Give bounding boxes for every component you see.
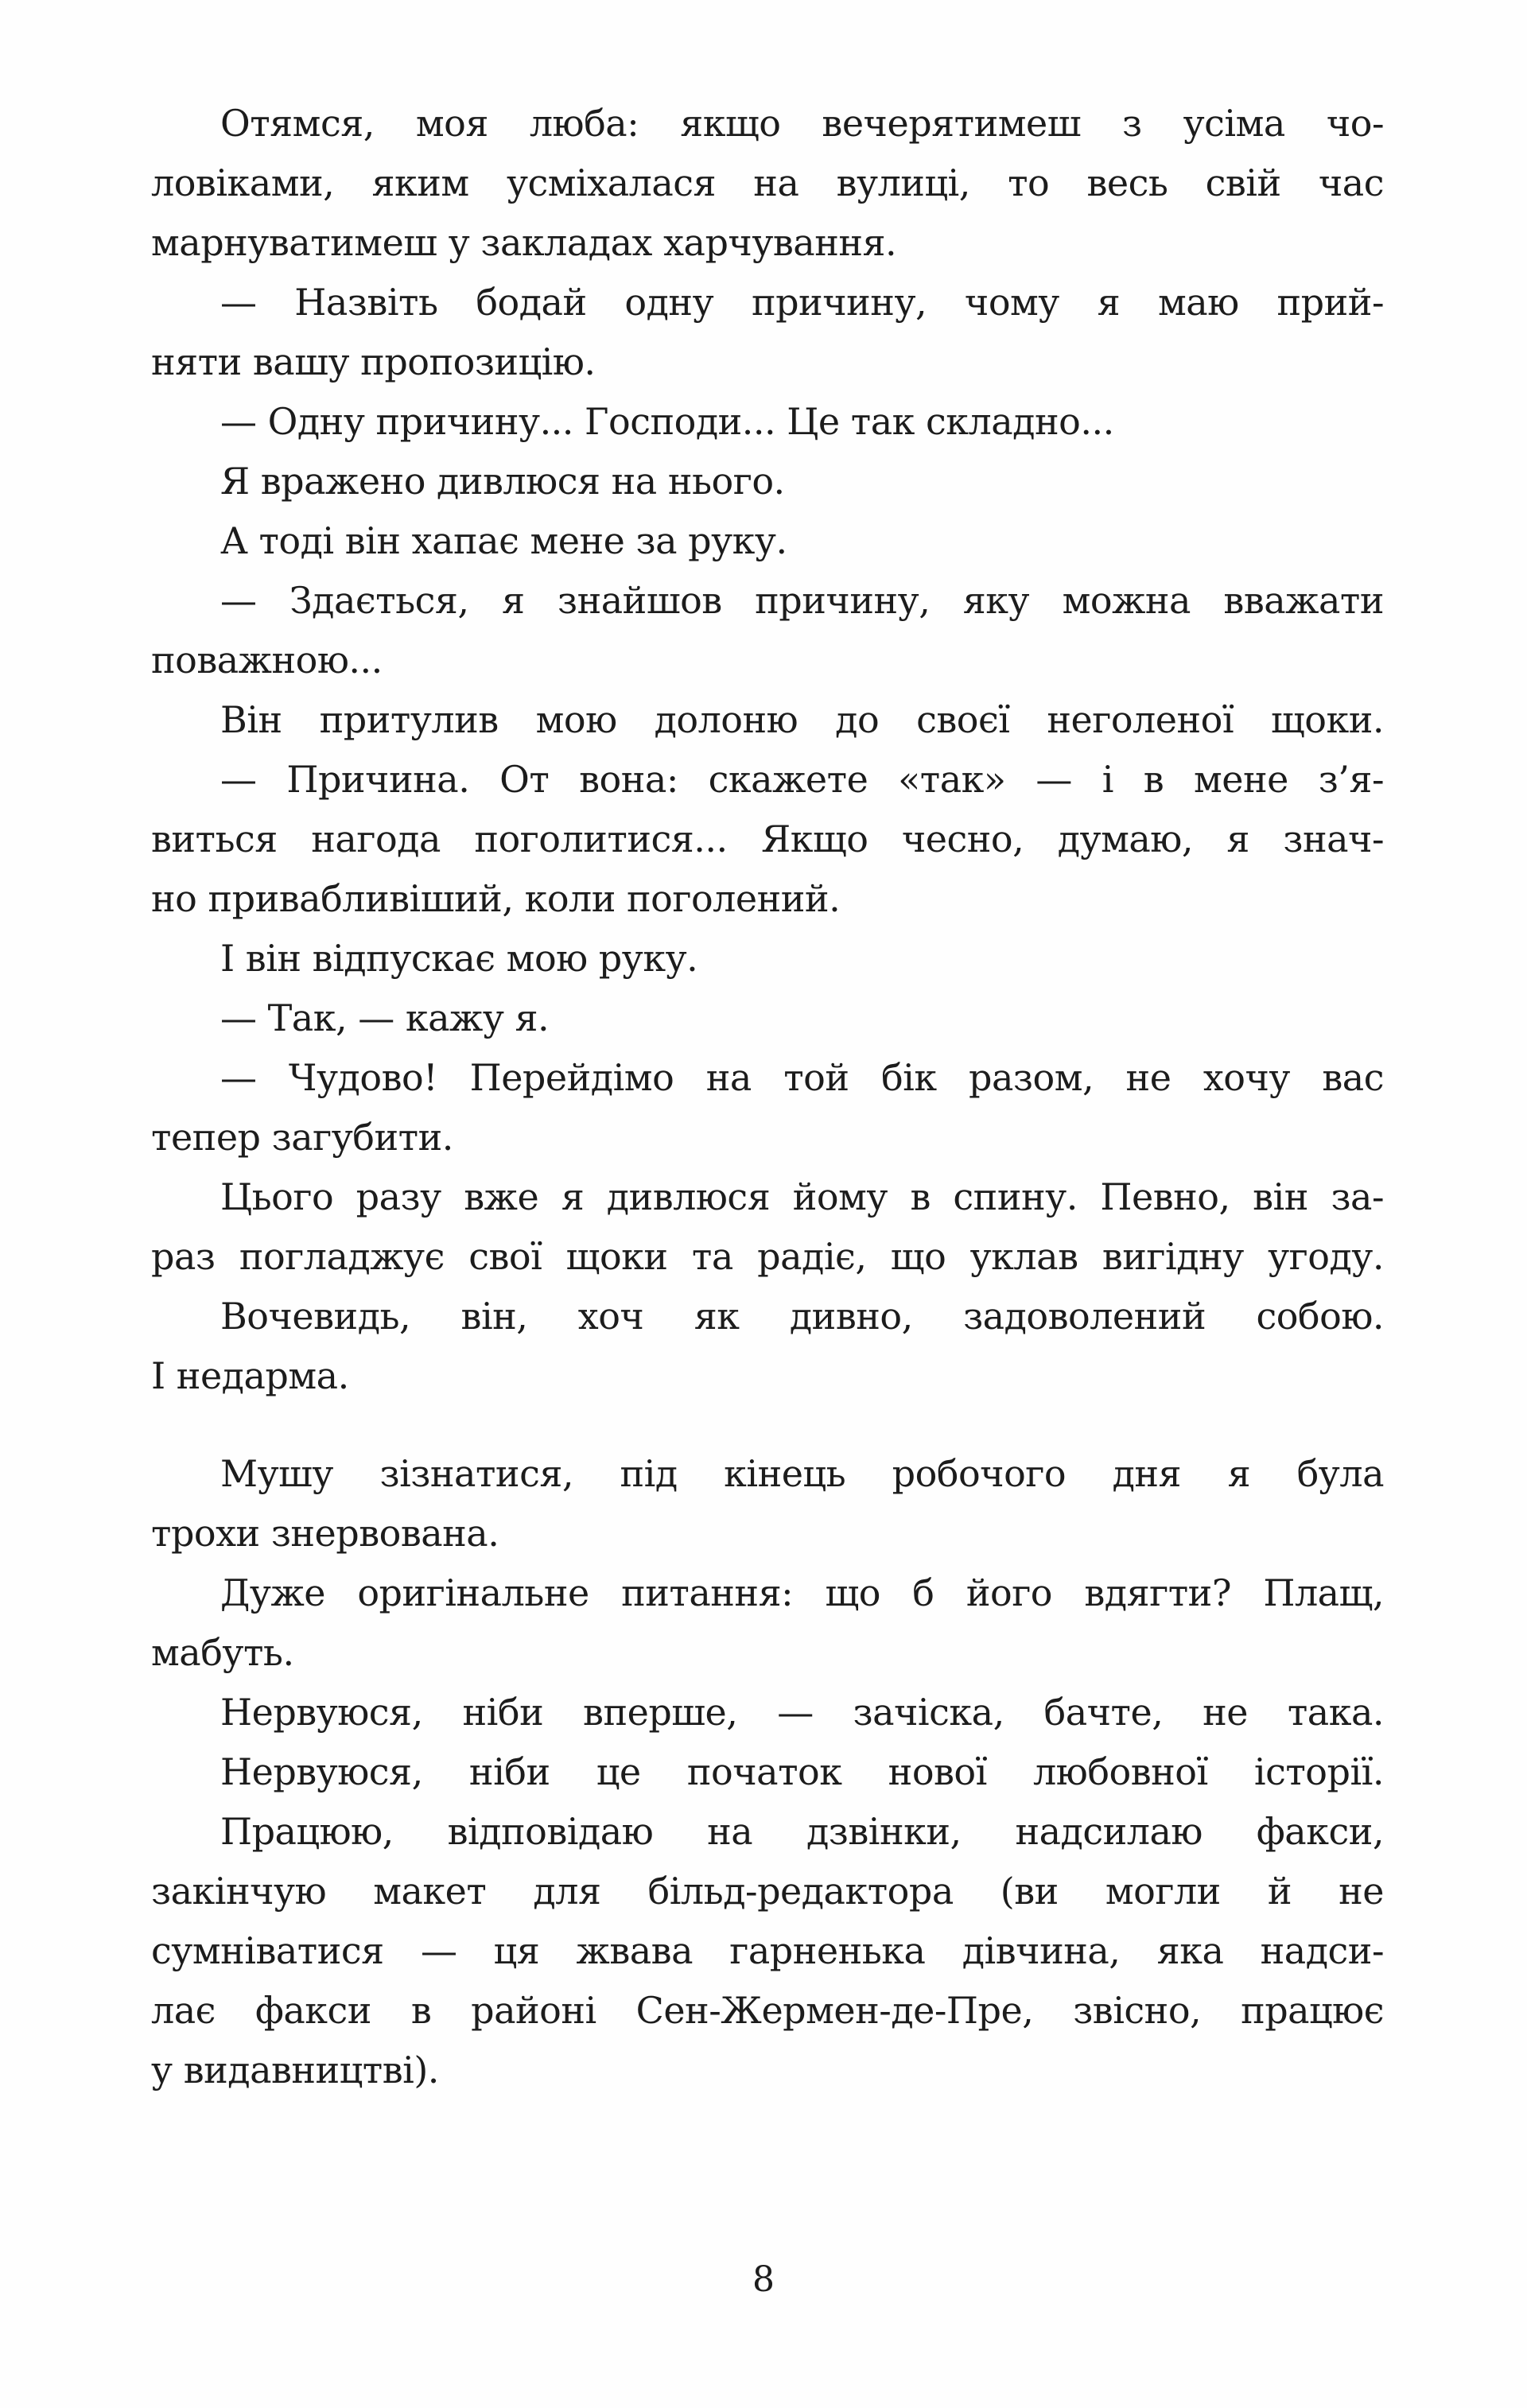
text-line: Працюю, відповідаю на дзвінки, надсилаю факси, bbox=[220, 1810, 1384, 1853]
text-line: трохи знервована. bbox=[151, 1512, 499, 1555]
text-line: няти вашу пропозицію. bbox=[151, 340, 596, 383]
text-line: Я вражено дивлюся на нього. bbox=[220, 460, 785, 503]
text-line: — Так, — кажу я. bbox=[220, 996, 550, 1039]
text-line: — Чудово! Перейдімо на той бік разом, не хочу вас bbox=[220, 1056, 1384, 1099]
text-line: — Здається, я знайшов причину, яку можна вважати bbox=[220, 579, 1384, 622]
page-number: 8 bbox=[752, 2259, 775, 2300]
text-line: Мушу зізнатися, під кінець робочого дня я була bbox=[220, 1452, 1384, 1495]
text-line: поважною... bbox=[151, 639, 383, 682]
text-line: но привабливіший, коли поголений. bbox=[151, 877, 841, 920]
text-line: А тоді він хапає мене за руку. bbox=[220, 519, 787, 562]
text-line: ловіками, яким усміхалася на вулиці, то весь свій час bbox=[151, 161, 1384, 204]
text-line: тепер загубити. bbox=[151, 1116, 453, 1159]
text-line: Вочевидь, він, хоч як дивно, задоволений собою. bbox=[220, 1295, 1384, 1338]
text-line: І він відпускає мою руку. bbox=[220, 937, 698, 980]
text-line: Нервуюся, ніби це початок нової любовної історії. bbox=[220, 1750, 1384, 1793]
text-line: марнуватимеш у закладах харчування. bbox=[151, 221, 897, 264]
text-line: І недарма. bbox=[151, 1354, 349, 1397]
page-text bbox=[151, 0, 1384, 2100]
text-line: Дуже оригінальне питання: що б його вдягти? Плащ, bbox=[220, 1571, 1384, 1614]
text-line: мабуть. bbox=[151, 1631, 294, 1674]
text-line: — Причина. От вона: скажете «так» — і в мене з’я- bbox=[220, 758, 1384, 801]
text-line: сумніватися — ця жвава гарненька дівчина, яка надси- bbox=[151, 1929, 1384, 1972]
text-line: Отямся, моя люба: якщо вечерятимеш з усіма чо- bbox=[220, 102, 1384, 145]
text-line: — Одну причину... Господи... Це так складно... bbox=[220, 400, 1114, 443]
text-line: лає факси в районі Сен-Жермен-де-Пре, звісно, працює bbox=[151, 1989, 1384, 2032]
text-line: — Назвіть бодай одну причину, чому я маю прий- bbox=[220, 281, 1384, 324]
text-line: Цього разу вже я дивлюся йому в спину. Певно, він за- bbox=[220, 1175, 1384, 1218]
text-line: Нервуюся, ніби вперше, — зачіска, бачте, не така. bbox=[220, 1691, 1384, 1734]
text-line: у видавництві). bbox=[151, 2049, 439, 2091]
text-line: виться нагода поголитися... Якщо чесно, думаю, я знач- bbox=[151, 818, 1384, 860]
text-line: раз погладжує свої щоки та радіє, що уклав вигідну угоду. bbox=[151, 1235, 1384, 1278]
text-line: Він притулив мою долоню до своєї неголеної щоки. bbox=[220, 698, 1384, 741]
text-line: закінчую макет для більд-редактора (ви могли й не bbox=[151, 1870, 1384, 1913]
